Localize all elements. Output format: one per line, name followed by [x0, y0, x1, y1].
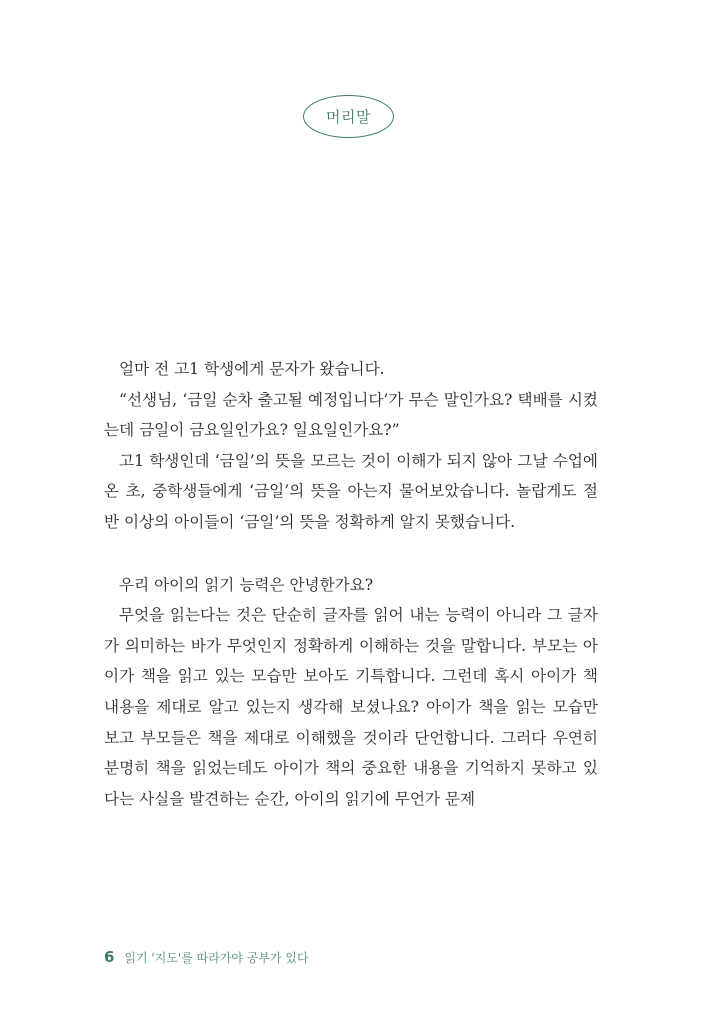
page-number: 6	[104, 948, 115, 966]
paragraph: 우리 아이의 읽기 능력은 안녕한가요?	[119, 575, 374, 594]
paragraph-gap	[104, 538, 598, 570]
paragraph: 고1 학생인데 ‘금일’의 뜻을 모르는 것이 이해가 되지 않아 그날 수업에 온 초, 중학생들에게 ‘금일’의 뜻을 아는지 물어보았습니다. 놀랍게도 절반 이상의 아이들이 ‘금일’의 뜻을 정확하게 알지 못했습니다.	[104, 451, 598, 531]
paragraph: “선생님, ‘금일 순차 출고될 예정입니다’가 무슨 말인가요? 택배를 시켰는데 금일이 금요일인가요? 일요일인가요?”	[104, 390, 598, 440]
chapter-heading-badge	[303, 95, 394, 138]
body-text	[104, 354, 598, 814]
page-footer	[104, 948, 309, 966]
paragraph: 무엇을 읽는다는 것은 단순히 글자를 읽어 내는 능력이 아니라 그 글자가 의미하는 바가 무엇인지 정확하게 이해하는 것을 말합니다. 부모는 아이가 책을 읽고 있는 모습만 보아도 기특합니다. 그런데 혹시 아이가 책 내용을 제대로 알고 있는지 생각해 보셨나요? 아이가 책을 읽는 모습만 보고 부모들은 책을 제대로 이해했을 것이라 단언합니다. 그러다 우연히 분명히 책을 읽었는데도 아이가 책의 중요한 내용을 기억하지 못하고 있다는 사실을 발견하는 순간, 아이의 읽기에 무언가 문제	[104, 606, 598, 808]
chapter-heading: 머리말	[326, 108, 371, 126]
paragraph: 얼마 전 고1 학생에게 문자가 왔습니다.	[119, 360, 385, 378]
running-title: 읽기 '지도'를 따라가야 공부가 있다	[124, 951, 309, 965]
